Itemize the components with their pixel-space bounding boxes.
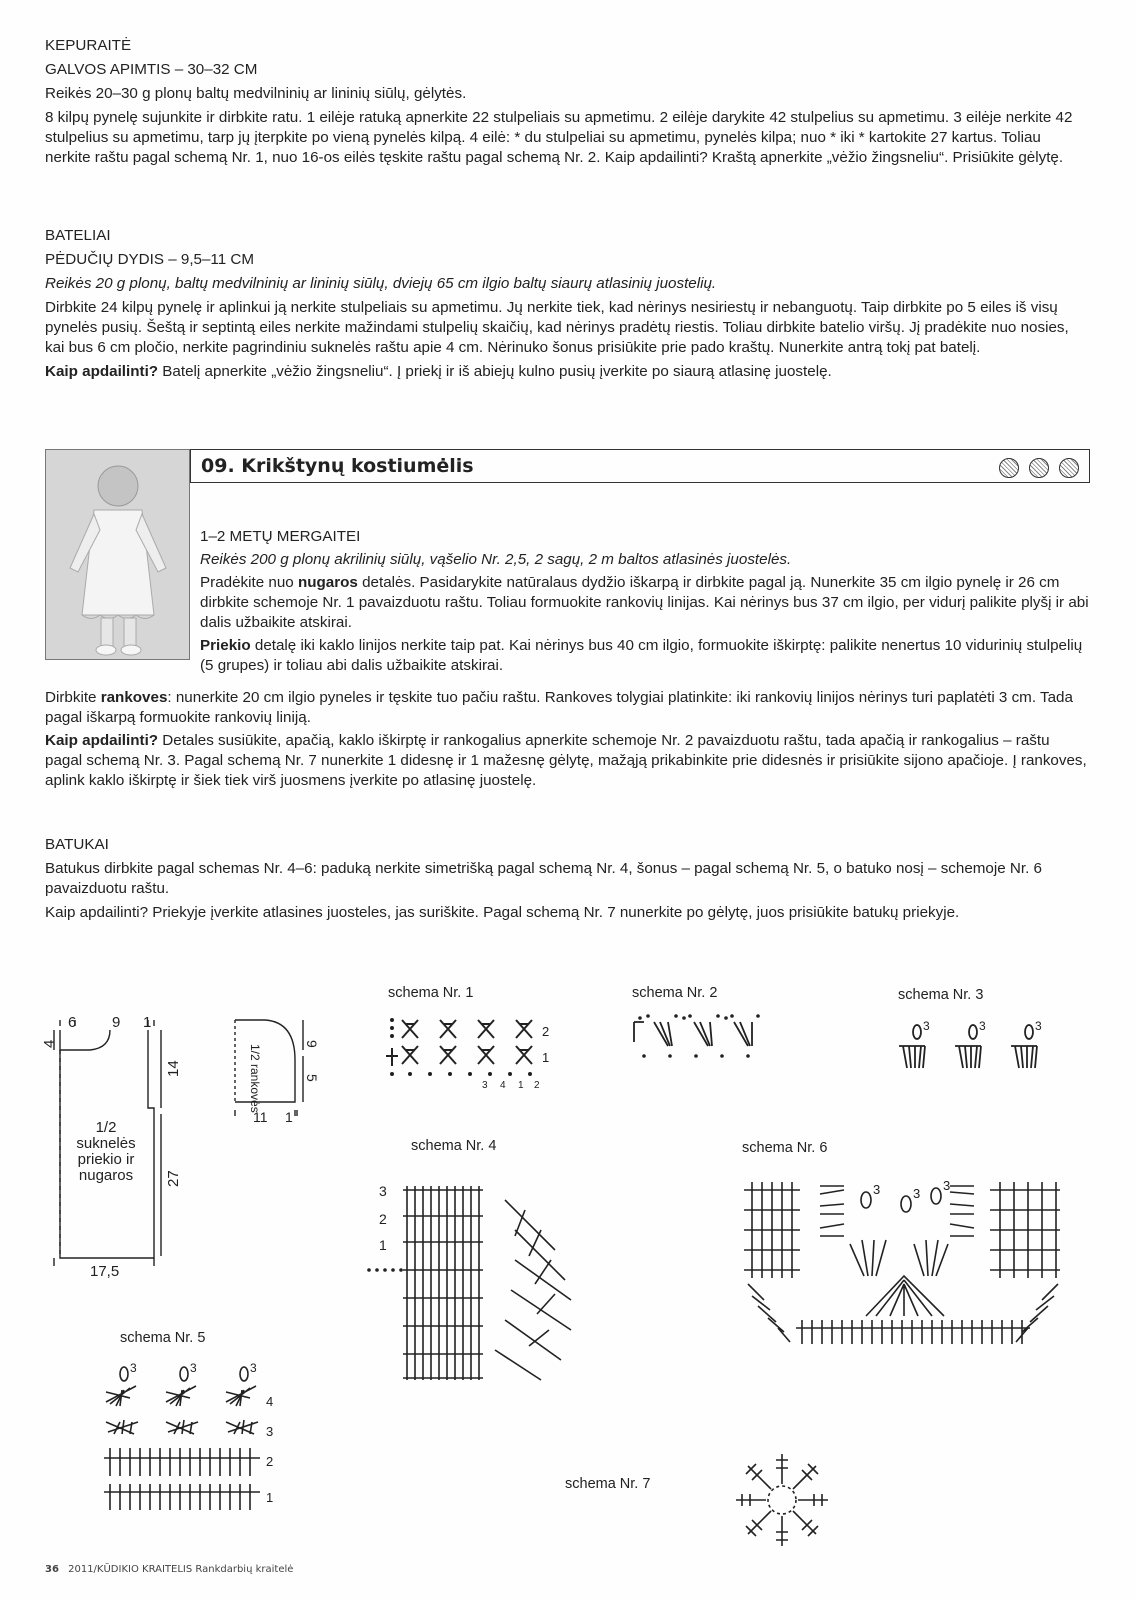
shoes-title: BATUKAI xyxy=(45,836,109,853)
hat-size: GALVOS APIMTIS – 30–32 CM xyxy=(45,61,258,78)
scheme-5-chain-3: 3 xyxy=(190,1361,197,1375)
sleeve-dim-5: 5 xyxy=(304,1074,320,1082)
booties-finish xyxy=(45,362,1090,382)
christening-materials: Reikės 200 g plonų akrilinių siūlų, vąšelio Nr. 2,5, 2 sagų, 2 m baltos atlasinės juostelės. xyxy=(200,551,792,568)
scheme-3-fan xyxy=(1011,1025,1037,1068)
scheme-5-chain-3: 3 xyxy=(250,1361,257,1375)
scheme-5-row-2 xyxy=(104,1448,260,1476)
scheme-5-row-4 xyxy=(106,1367,256,1406)
scheme-7-diagram xyxy=(728,1446,838,1556)
scheme-3-fan xyxy=(955,1025,981,1068)
scheme-1-diagram xyxy=(380,1012,580,1102)
pattern-center-4: nugaros xyxy=(78,1167,134,1184)
page-footer xyxy=(45,1564,293,1575)
scheme-4-row-2: 2 xyxy=(379,1211,387,1227)
scheme-5-diagram xyxy=(100,1362,300,1552)
scheme-1-row-2 xyxy=(402,1020,532,1038)
scheme-1-row-num-1: 1 xyxy=(542,1050,550,1065)
christening-size: 1–2 METŲ MERGAITEI xyxy=(200,528,361,545)
christening-finish-text: Detales susiūkite, apačią, kaklo iškirptę ir rankogalius apnerkite schemoje Nr. 2 pavaizduotu raštu, tada apačią ir rankogalius – raštu pagal schemą Nr. 3. Pagal schemą Nr. 7 nunerkite 1 didesnę ir 1 mažesnę gėlytę, mažąją prikabinkite prie didesnės ir prisiūkite sijono apačioje. Į rankoves, aplink kaklo iškirptę ir šiek tiek virš juosmens įverkite po atlasinę juostelę. xyxy=(45,732,1087,789)
pattern-dim-4: 4 xyxy=(41,1039,58,1048)
scheme-2-label: schema Nr. 2 xyxy=(632,985,718,1001)
christening-back xyxy=(200,573,1090,633)
christening-sleeves xyxy=(45,688,1090,728)
sleeve-dim-1: 1 xyxy=(285,1109,293,1125)
scheme-6-chain-3: 3 xyxy=(943,1178,951,1193)
sleeves-text-a: Dirbkite xyxy=(45,689,101,706)
sleeve-pattern-diagram xyxy=(225,1020,345,1130)
pattern-dim-9: 9 xyxy=(112,1014,121,1031)
scheme-5-row-3 xyxy=(106,1420,258,1434)
pattern-dim-1: 1 xyxy=(143,1014,152,1031)
back-text-c: detalės. Pasidarykite natūralaus dydžio iškarpą ir dirbkite pagal ją. Nunerkite 35 cm ilgio pynelę ir 26 cm dirbkite schemoje Nr. 1 pavaizduotu raštu. Toliau formuokite rankovių linijas. Kai nėrinys bus 37 cm ilgio, per vidurį palikite plyšį ir abi dalis užbaikite atskirai. xyxy=(200,574,1089,631)
scheme-3-label: schema Nr. 3 xyxy=(898,987,984,1003)
scheme-1-col-4: 4 xyxy=(500,1080,506,1091)
scheme-1-row-1 xyxy=(402,1046,532,1064)
scheme-4-diagram xyxy=(365,1180,595,1400)
scheme-4-row-1: 1 xyxy=(379,1237,387,1253)
scheme-5-row-num-1: 1 xyxy=(266,1490,274,1505)
scheme-5-row-num-4: 4 xyxy=(266,1394,274,1409)
sleeve-dim-9: 9 xyxy=(304,1040,320,1048)
scheme-5-label: schema Nr. 5 xyxy=(120,1330,206,1346)
back-text-a: Pradėkite nuo xyxy=(200,574,298,591)
front-bold: Priekio xyxy=(200,637,251,654)
footer-text: 2011/KŪDIKIO KRAITELIS Rankdarbių kraitelė xyxy=(68,1564,294,1575)
hat-instructions: 8 kilpų pynelę sujunkite ir dirbkite ratu. 1 eilėje ratuką apnerkite 22 stulpeliais su apmetimu. 2 eilėje darykite 42 stulpelius su apmetimu. 3 eilėje nerkite 42 stulpelius su apmetimu, tarp jų įterpkite po vieną pynelės kilpą. 4 eilė: * du stulpeliai su apmetimu, pynelės kilpa; nuo * iki * kartokite 27 kartus. Toliau nerkite raštu pagal schemą Nr. 1, nuo 16-os eilės tęskite raštu pagal schemą Nr. 2. Kaip apdailinti? Kraštą apnerkite „vėžio žingsneliu“. Prisiūkite gėlytę. xyxy=(45,109,1073,166)
project-title: 09. Krikštynų kostiumėlis xyxy=(201,455,474,477)
pattern-center-1: 1/2 xyxy=(95,1119,117,1136)
scheme-1-row-num-2: 2 xyxy=(542,1024,550,1039)
pattern-dim-27: 27 xyxy=(165,1170,182,1187)
scheme-5-row-1 xyxy=(104,1484,260,1510)
scheme-1-col-1: 1 xyxy=(518,1080,524,1091)
booties-size: PĖDUČIŲ DYDIS – 9,5–11 CM xyxy=(45,251,255,268)
section-hat xyxy=(45,36,1090,168)
sleeve-dim-11: 11 xyxy=(253,1109,268,1125)
christening-finish xyxy=(45,731,1090,791)
shoes-instructions: Batukus dirbkite pagal schemas Nr. 4–6: paduką nerkite simetrišką pagal schemą Nr. 4, šonus – pagal schemą Nr. 5, o batuko nosį – schemoje Nr. 6 pavaizduotu raštu. xyxy=(45,860,1042,897)
pattern-center-2: suknelės xyxy=(76,1135,136,1152)
section-booties xyxy=(45,226,1090,382)
scheme-4-row-3: 3 xyxy=(379,1183,387,1199)
scheme-6-diagram xyxy=(740,1180,1070,1400)
scheme-1-col-2: 2 xyxy=(534,1080,540,1091)
scheme-5-row-num-3: 3 xyxy=(266,1424,274,1439)
scheme-3-chain-3: 3 xyxy=(1035,1019,1042,1033)
baby-illustration xyxy=(46,450,190,660)
scheme-3-diagram xyxy=(895,1019,1075,1092)
scheme-1-col-3: 3 xyxy=(482,1080,488,1091)
pattern-dim-6: 6 xyxy=(68,1014,77,1031)
shoes-finish: Kaip apdailinti? Priekyje įverkite atlasines juosteles, jas suriškite. Pagal schemą Nr. 7 nunerkite po gėlytę, juos prisiūkite batukų priekyje. xyxy=(45,904,960,921)
yarn-ball-icon xyxy=(999,458,1019,478)
scheme-3-chain-3: 3 xyxy=(923,1019,930,1033)
pattern-center-3: priekio ir xyxy=(77,1151,135,1168)
yarn-ball-icon xyxy=(1059,458,1079,478)
hat-title: KEPURAITĖ xyxy=(45,37,132,54)
section-shoes xyxy=(45,835,1090,923)
baby-photo xyxy=(45,449,190,660)
booties-finish-label: Kaip apdailinti? xyxy=(45,363,159,380)
booties-title: BATELIAI xyxy=(45,227,111,244)
sleeves-text-c: : nunerkite 20 cm ilgio pyneles ir tęskite tuo pačiu raštu. Rankoves tolygiai platinkite: iki rankovių linijos nėrinys turi paplatėti 3 cm. Tada pagal iškarpą formuokite rankovių liniją. xyxy=(45,689,1073,726)
section-christening-set xyxy=(200,527,1090,676)
christening-front xyxy=(200,636,1090,676)
scheme-5-row-num-2: 2 xyxy=(266,1454,274,1469)
project-header xyxy=(190,449,1090,483)
christening-finish-label: Kaip apdailinti? xyxy=(45,732,159,749)
scheme-6-chain-3: 3 xyxy=(913,1186,921,1201)
scheme-2-diagram xyxy=(630,1012,770,1072)
scheme-1-label: schema Nr. 1 xyxy=(388,985,474,1001)
scheme-4-label: schema Nr. 4 xyxy=(411,1138,497,1154)
scheme-6-label: schema Nr. 6 xyxy=(742,1140,828,1156)
scheme-7-label: schema Nr. 7 xyxy=(565,1476,651,1492)
sleeve-label: 1/2 rankovės xyxy=(248,1044,262,1113)
scheme-6-chain-3: 3 xyxy=(873,1182,881,1197)
booties-finish-text: Batelį apnerkite „vėžio žingsneliu“. Į priekį ir iš abiejų kulno pusių įverkite po siaurą atlasinę juostelę. xyxy=(158,363,832,380)
front-text: detalę iki kaklo linijos nerkite taip pat. Kai nėrinys bus 40 cm ilgio, formuokite iškirptę: palikite nenertus 10 vidurinių stulpelių (5 grupes) ir toliau abi dalis užbaikite atskirai. xyxy=(200,637,1083,674)
scheme-3-chain-3: 3 xyxy=(979,1019,986,1033)
scheme-3-fan xyxy=(899,1025,925,1068)
pattern-dim-14: 14 xyxy=(165,1060,182,1077)
pattern-dim-17-5: 17,5 xyxy=(90,1263,120,1280)
hat-materials: Reikės 20–30 g plonų baltų medvilninių ar lininių siūlų, gėlytės. xyxy=(45,85,467,102)
yarn-ball-icon xyxy=(1029,458,1049,478)
scheme-5-chain-3: 3 xyxy=(130,1361,137,1375)
sleeves-bold: rankoves xyxy=(100,689,168,706)
booties-instructions: Dirbkite 24 kilpų pynelę ir aplinkui ją nerkite stulpeliais su apmetimu. Jų nerkite tiek, kad nėrinys nesiriestų ir nebanguotų. Taip dirbkite po 5 eiles iš visų pynelės pusių. Šeštą ir septintą eiles nerkite mažindami stulpelių skaičių, kad nėrinys pradėtų riestis. Toliau dirbkite batelio viršų. Jį pradėkite nuo nosies, kai bus 6 cm pločio, nerkite pagrindiniu suknelės raštu apie 4 cm. Nėrinuko šonus prisiūkite prie pado kraštų. Nunerkite antrą tokį pat batelį. xyxy=(45,299,1069,356)
back-bold: nugaros xyxy=(297,574,358,591)
booties-materials: Reikės 20 g plonų, baltų medvilninių ar lininių siūlų, dviejų 65 cm ilgio baltų siaurų atlasinių juostelių. xyxy=(45,275,717,292)
page-number: 36 xyxy=(45,1564,59,1575)
section-christening-cont xyxy=(45,688,1090,791)
